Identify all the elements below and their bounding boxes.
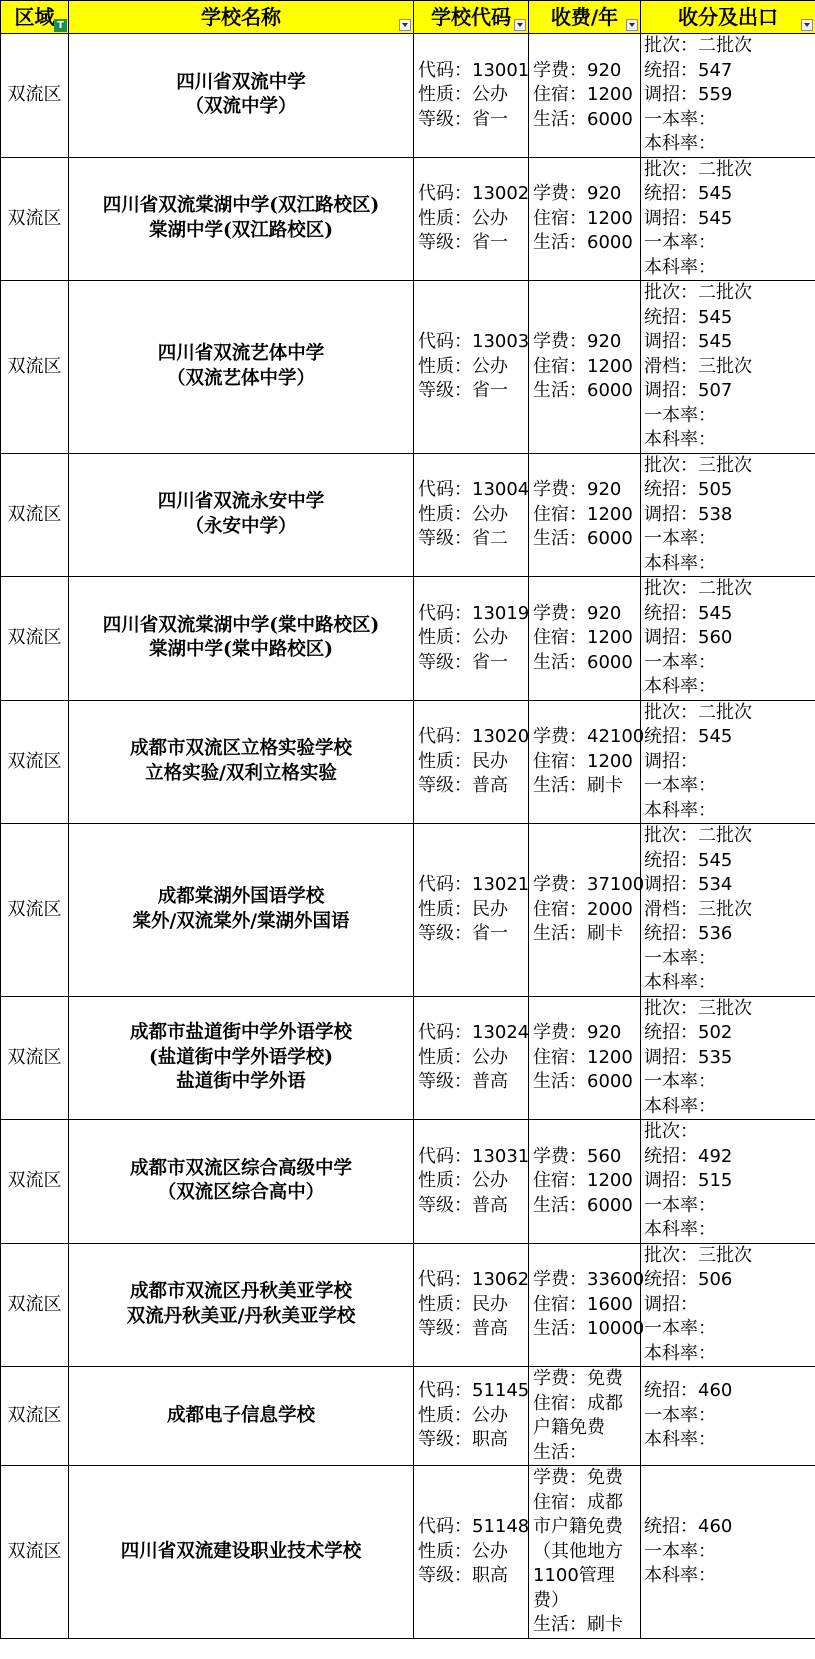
school-name-line: 成都市双流区立格实验学校 bbox=[129, 738, 352, 760]
nature-line: 性质：民办 bbox=[418, 750, 508, 772]
code-line: 代码：13019 bbox=[418, 602, 530, 624]
table-row bbox=[1, 824, 815, 997]
fee-line: 生活： bbox=[533, 1441, 587, 1463]
nature-line: 性质：公办 bbox=[418, 355, 508, 377]
grade-line: 等级：普高 bbox=[418, 775, 508, 796]
school-code-cell[interactable] bbox=[414, 1120, 529, 1244]
filter-active-icon[interactable]: T bbox=[54, 19, 67, 32]
region-cell[interactable]: 双流区 bbox=[1, 577, 69, 701]
score-line: 批次：二批次 bbox=[644, 578, 752, 599]
fee-cell[interactable] bbox=[529, 281, 641, 454]
nature-line: 性质：公办 bbox=[418, 207, 508, 229]
table-row bbox=[1, 1120, 815, 1244]
fee-line: 住宿：1600 bbox=[533, 1293, 633, 1315]
score-line: 统招：545 bbox=[644, 602, 733, 624]
school-name-line: 成都棠湖外国语学校 bbox=[157, 886, 325, 908]
score-line: 一本率： bbox=[644, 232, 716, 253]
score-line: 调招：538 bbox=[644, 503, 733, 525]
school-name-line: 盐道街中学外语 bbox=[176, 1071, 306, 1092]
fee-line: 住宿：成都 bbox=[533, 1392, 623, 1414]
score-line: 统招：536 bbox=[644, 923, 733, 944]
fee-line: 学费：42100 bbox=[533, 726, 645, 747]
score-line: 本科率： bbox=[644, 552, 716, 574]
school-name-line: （双流艺体中学） bbox=[166, 367, 315, 389]
region-cell[interactable]: 双流区 bbox=[1, 34, 69, 158]
school-name-line: （永安中学） bbox=[185, 515, 297, 537]
fee-line: 生活：刷卡 bbox=[533, 1614, 623, 1635]
score-line: 一本率： bbox=[644, 775, 716, 796]
header-name-label: 学校名称 bbox=[201, 4, 281, 29]
score-line: 本科率： bbox=[644, 256, 716, 278]
score-line: 调招：559 bbox=[644, 84, 733, 105]
school-name-cell[interactable] bbox=[69, 453, 414, 577]
region-cell[interactable]: 双流区 bbox=[1, 1120, 69, 1244]
score-line: 批次：三批次 bbox=[644, 1244, 752, 1266]
score-line: 调招：515 bbox=[644, 1170, 733, 1191]
score-line: 本科率： bbox=[644, 1095, 716, 1117]
score-cell[interactable] bbox=[641, 157, 815, 281]
fee-cell[interactable] bbox=[529, 577, 641, 701]
score-line: 调招：560 bbox=[644, 627, 733, 648]
score-line: 本科率： bbox=[644, 1342, 716, 1364]
school-code-cell[interactable] bbox=[414, 996, 529, 1120]
filter-dropdown-icon[interactable] bbox=[626, 19, 638, 31]
nature-line: 性质：公办 bbox=[418, 1046, 508, 1068]
region-cell[interactable]: 双流区 bbox=[1, 1367, 69, 1466]
fee-line: 学费：920 bbox=[533, 1022, 622, 1043]
fee-cell[interactable] bbox=[529, 453, 641, 577]
code-line: 代码：13031 bbox=[418, 1145, 530, 1167]
fee-line: 住宿：1200 bbox=[533, 503, 633, 525]
fee-line: 住宿：1200 bbox=[533, 84, 633, 105]
fee-line: 生活：6000 bbox=[533, 108, 633, 130]
school-name-line: （双流区综合高中） bbox=[157, 1182, 325, 1204]
school-name-line: 成都市双流区丹秋美亚学校 bbox=[129, 1281, 352, 1303]
school-name-line: 四川省双流永安中学 bbox=[157, 491, 325, 513]
school-name-line: 四川省双流艺体中学 bbox=[157, 343, 325, 365]
school-name-line: 四川省双流棠湖中学(双江路校区) bbox=[102, 195, 380, 217]
nature-line: 性质：公办 bbox=[418, 503, 508, 525]
score-line: 调招： bbox=[644, 1293, 698, 1315]
score-line: 统招：545 bbox=[644, 726, 733, 747]
fee-cell[interactable] bbox=[529, 1367, 641, 1466]
score-line: 一本率： bbox=[644, 651, 716, 673]
grade-line: 等级：普高 bbox=[418, 1194, 508, 1216]
nature-line: 性质：公办 bbox=[418, 627, 508, 648]
grade-line: 等级：省一 bbox=[418, 923, 508, 944]
table-row bbox=[1, 157, 815, 281]
code-line: 代码：13001 bbox=[418, 59, 530, 81]
nature-line: 性质：民办 bbox=[418, 898, 508, 920]
filter-dropdown-icon[interactable] bbox=[399, 19, 411, 31]
fee-cell[interactable] bbox=[529, 34, 641, 158]
school-code-cell[interactable] bbox=[414, 1466, 529, 1639]
nature-line: 性质：公办 bbox=[418, 1540, 508, 1562]
score-line: 调招：534 bbox=[644, 874, 733, 895]
score-line: 批次：二批次 bbox=[644, 158, 752, 180]
score-cell[interactable] bbox=[641, 281, 815, 454]
score-cell[interactable] bbox=[641, 1367, 815, 1466]
grade-line: 等级：省一 bbox=[418, 380, 508, 401]
score-line: 本科率： bbox=[644, 133, 716, 154]
fee-line: 学费：免费 bbox=[533, 1368, 623, 1389]
region-cell[interactable]: 双流区 bbox=[1, 281, 69, 454]
score-line: 批次：三批次 bbox=[644, 997, 752, 1019]
fee-line: 学费：免费 bbox=[533, 1467, 623, 1488]
school-name-cell[interactable] bbox=[69, 34, 414, 158]
fee-line: 学费：37100 bbox=[533, 874, 645, 895]
school-name-line: 成都电子信息学校 bbox=[166, 1404, 315, 1426]
code-line: 代码：13004 bbox=[418, 479, 530, 500]
score-line: 调招：545 bbox=[644, 331, 733, 352]
score-line: 本科率： bbox=[644, 1429, 716, 1451]
school-name-cell[interactable] bbox=[69, 824, 414, 997]
region-cell[interactable]: 双流区 bbox=[1, 157, 69, 281]
school-name-line: 棠湖中学(双江路校区) bbox=[148, 219, 333, 241]
score-cell[interactable] bbox=[641, 700, 815, 824]
score-line: 本科率： bbox=[644, 799, 716, 821]
score-line: 统招：545 bbox=[644, 306, 733, 328]
score-line: 统招：502 bbox=[644, 1022, 733, 1043]
nature-line: 性质：公办 bbox=[418, 1404, 508, 1426]
score-line: 一本率： bbox=[644, 1194, 716, 1216]
table-row bbox=[1, 1367, 815, 1466]
score-cell[interactable] bbox=[641, 453, 815, 577]
school-name-line: 四川省双流中学 bbox=[176, 71, 306, 93]
school-code-cell[interactable] bbox=[414, 157, 529, 281]
header-fee-label: 收费/年 bbox=[550, 4, 619, 29]
school-name-cell[interactable] bbox=[69, 1120, 414, 1244]
fee-line: （其他地方 bbox=[533, 1540, 623, 1562]
fee-line: 生活：6000 bbox=[533, 232, 633, 253]
score-line: 一本率： bbox=[644, 1318, 716, 1339]
score-line: 批次：二批次 bbox=[644, 825, 752, 846]
school-code-cell[interactable] bbox=[414, 700, 529, 824]
grade-line: 等级：省一 bbox=[418, 232, 508, 253]
score-line: 本科率： bbox=[644, 1565, 716, 1586]
score-line: 本科率： bbox=[644, 972, 716, 993]
table-row bbox=[1, 700, 815, 824]
code-line: 代码：51145 bbox=[418, 1380, 530, 1402]
grade-line: 等级：普高 bbox=[418, 1071, 508, 1092]
score-line: 统招：547 bbox=[644, 59, 733, 81]
code-line: 代码：51148 bbox=[418, 1516, 530, 1537]
region-cell[interactable]: 双流区 bbox=[1, 996, 69, 1120]
header-fee bbox=[529, 1, 641, 34]
region-cell[interactable]: 双流区 bbox=[1, 1466, 69, 1639]
school-code-cell[interactable] bbox=[414, 281, 529, 454]
score-line: 一本率： bbox=[644, 947, 716, 969]
code-line: 代码：13024 bbox=[418, 1022, 530, 1043]
fee-cell[interactable] bbox=[529, 996, 641, 1120]
fee-line: 1100管理 bbox=[533, 1565, 615, 1586]
score-line: 一本率： bbox=[644, 528, 716, 549]
fee-line: 学费：920 bbox=[533, 59, 622, 81]
school-name-line: (盐道街中学外语学校) bbox=[148, 1046, 333, 1068]
fee-cell[interactable] bbox=[529, 824, 645, 997]
fee-line: 学费：920 bbox=[533, 602, 622, 624]
score-cell[interactable] bbox=[641, 1243, 815, 1367]
fee-cell[interactable] bbox=[529, 1466, 641, 1639]
table-row bbox=[1, 577, 815, 701]
fee-line: 住宿：1200 bbox=[533, 750, 633, 772]
table-row bbox=[1, 281, 815, 454]
fee-line: 生活：6000 bbox=[533, 380, 633, 401]
score-cell[interactable] bbox=[641, 577, 815, 701]
fee-line: 生活：刷卡 bbox=[533, 923, 623, 944]
fee-line: 住宿：成都 bbox=[533, 1491, 623, 1513]
score-line: 一本率： bbox=[644, 1071, 716, 1092]
score-line: 批次：二批次 bbox=[644, 282, 752, 303]
score-line: 调招：507 bbox=[644, 380, 733, 401]
score-line: 批次： bbox=[644, 1121, 698, 1142]
school-name-line: 成都市双流区综合高级中学 bbox=[129, 1157, 352, 1179]
fee-line: 住宿：1200 bbox=[533, 355, 633, 377]
score-cell[interactable] bbox=[641, 34, 815, 158]
score-line: 一本率： bbox=[644, 108, 716, 130]
school-name-cell[interactable] bbox=[69, 157, 414, 281]
header-score bbox=[641, 1, 815, 34]
score-line: 统招：505 bbox=[644, 479, 733, 500]
header-score-label: 收分及出口 bbox=[678, 4, 778, 29]
school-code-cell[interactable] bbox=[414, 577, 529, 701]
filter-dropdown-icon[interactable] bbox=[801, 19, 813, 31]
score-cell[interactable] bbox=[641, 1466, 815, 1639]
school-name-line: 棠外/双流棠外/棠湖外国语 bbox=[132, 910, 350, 932]
school-name-line: 四川省双流棠湖中学(棠中路校区) bbox=[102, 614, 380, 636]
fee-cell[interactable] bbox=[529, 157, 641, 281]
school-code-cell[interactable] bbox=[414, 824, 529, 997]
code-line: 代码：13062 bbox=[418, 1269, 530, 1290]
table-row bbox=[1, 1466, 815, 1639]
header-code bbox=[414, 1, 529, 34]
region-cell[interactable]: 双流区 bbox=[1, 1243, 69, 1367]
code-line: 代码：13003 bbox=[418, 331, 530, 352]
school-name-line: 立格实验/双利立格实验 bbox=[145, 762, 337, 784]
score-line: 调招： bbox=[644, 750, 698, 772]
grade-line: 等级：省一 bbox=[418, 651, 508, 673]
header-name bbox=[69, 1, 414, 34]
fee-cell[interactable] bbox=[529, 700, 645, 824]
school-code-cell[interactable] bbox=[414, 1243, 529, 1367]
fee-cell[interactable] bbox=[529, 1120, 641, 1244]
school-name-cell[interactable] bbox=[69, 1466, 414, 1639]
fee-line: 生活：6000 bbox=[533, 528, 633, 549]
school-name-line: （双流中学） bbox=[185, 96, 297, 118]
region-cell[interactable]: 双流区 bbox=[1, 700, 69, 824]
school-name-line: 棠湖中学(棠中路校区) bbox=[148, 639, 333, 661]
score-line: 统招：460 bbox=[644, 1516, 733, 1537]
header-code-label: 学校代码 bbox=[431, 4, 511, 29]
school-name-cell[interactable] bbox=[69, 1367, 414, 1466]
header-region bbox=[1, 1, 69, 34]
filter-dropdown-icon[interactable] bbox=[514, 19, 526, 31]
score-line: 统招：545 bbox=[644, 183, 733, 204]
grade-line: 等级：普高 bbox=[418, 1318, 508, 1339]
fee-line: 市户籍免费 bbox=[533, 1516, 623, 1537]
fee-cell[interactable] bbox=[529, 1243, 645, 1367]
score-cell[interactable] bbox=[641, 996, 815, 1120]
school-name-line: 双流丹秋美亚/丹秋美亚学校 bbox=[126, 1305, 356, 1327]
code-line: 代码：13021 bbox=[418, 874, 530, 895]
school-code-cell[interactable] bbox=[414, 453, 529, 577]
region-cell[interactable]: 双流区 bbox=[1, 824, 69, 997]
score-line: 批次：二批次 bbox=[644, 701, 752, 723]
fee-line: 生活：6000 bbox=[533, 1071, 633, 1092]
fee-line: 住宿：1200 bbox=[533, 1046, 633, 1068]
school-name-cell[interactable] bbox=[69, 996, 414, 1120]
score-line: 一本率： bbox=[644, 404, 716, 426]
code-line: 代码：13002 bbox=[418, 183, 530, 204]
fee-line: 生活：6000 bbox=[533, 1194, 633, 1216]
fee-line: 学费：33600 bbox=[533, 1269, 645, 1290]
school-name-cell[interactable] bbox=[69, 1243, 414, 1367]
fee-line: 学费：920 bbox=[533, 479, 622, 500]
fee-line: 户籍免费 bbox=[533, 1417, 605, 1438]
fee-line: 住宿：2000 bbox=[533, 898, 633, 920]
school-name-line: 四川省双流建设职业技术学校 bbox=[120, 1540, 362, 1562]
region-cell[interactable]: 双流区 bbox=[1, 453, 69, 577]
fee-line: 学费：920 bbox=[533, 183, 622, 204]
score-line: 本科率： bbox=[644, 1219, 716, 1240]
grade-line: 等级：职高 bbox=[418, 1565, 508, 1586]
score-line: 本科率： bbox=[644, 676, 716, 697]
nature-line: 性质：民办 bbox=[418, 1293, 508, 1315]
school-name-cell[interactable] bbox=[69, 577, 414, 701]
fee-line: 住宿：1200 bbox=[533, 207, 633, 229]
fee-line: 费） bbox=[533, 1589, 569, 1611]
table-row bbox=[1, 34, 815, 158]
fee-line: 生活：刷卡 bbox=[533, 775, 623, 796]
score-line: 统招：460 bbox=[644, 1380, 733, 1402]
table-row bbox=[1, 996, 815, 1120]
grade-line: 等级：省二 bbox=[418, 528, 508, 549]
school-name-line: 成都市盐道街中学外语学校 bbox=[129, 1022, 352, 1043]
fee-line: 生活：6000 bbox=[533, 651, 633, 673]
score-line: 调招：535 bbox=[644, 1046, 733, 1068]
school-name-cell[interactable] bbox=[69, 700, 414, 824]
code-line: 代码：13020 bbox=[418, 726, 530, 747]
score-line: 统招：492 bbox=[644, 1145, 733, 1167]
fee-line: 住宿：1200 bbox=[533, 627, 633, 648]
nature-line: 性质：公办 bbox=[418, 1170, 508, 1191]
score-line: 调招：545 bbox=[644, 207, 733, 229]
header-row bbox=[1, 1, 815, 34]
school-code-cell[interactable] bbox=[414, 1367, 529, 1466]
table-row bbox=[1, 453, 815, 577]
score-line: 本科率： bbox=[644, 429, 716, 450]
school-name-cell[interactable] bbox=[69, 281, 414, 454]
fee-line: 生活：10000 bbox=[533, 1318, 645, 1339]
nature-line: 性质：公办 bbox=[418, 84, 508, 105]
score-line: 统招：506 bbox=[644, 1269, 733, 1290]
header-region-label: 区域 bbox=[14, 4, 55, 29]
grade-line: 等级：省一 bbox=[418, 108, 508, 130]
score-cell[interactable] bbox=[641, 1120, 815, 1244]
score-line: 滑档：三批次 bbox=[644, 898, 752, 920]
score-line: 统招：545 bbox=[644, 849, 733, 871]
fee-line: 学费：560 bbox=[533, 1145, 622, 1167]
fee-line: 住宿：1200 bbox=[533, 1170, 633, 1191]
score-line: 一本率： bbox=[644, 1540, 716, 1562]
score-line: 批次：二批次 bbox=[644, 35, 752, 56]
score-cell[interactable] bbox=[641, 824, 815, 997]
fee-line: 学费：920 bbox=[533, 331, 622, 352]
score-line: 批次：三批次 bbox=[644, 454, 752, 476]
score-line: 一本率： bbox=[644, 1404, 716, 1426]
table-row bbox=[1, 1243, 815, 1367]
school-code-cell[interactable] bbox=[414, 34, 529, 158]
score-line: 滑档：三批次 bbox=[644, 355, 752, 377]
grade-line: 等级：职高 bbox=[418, 1429, 508, 1451]
